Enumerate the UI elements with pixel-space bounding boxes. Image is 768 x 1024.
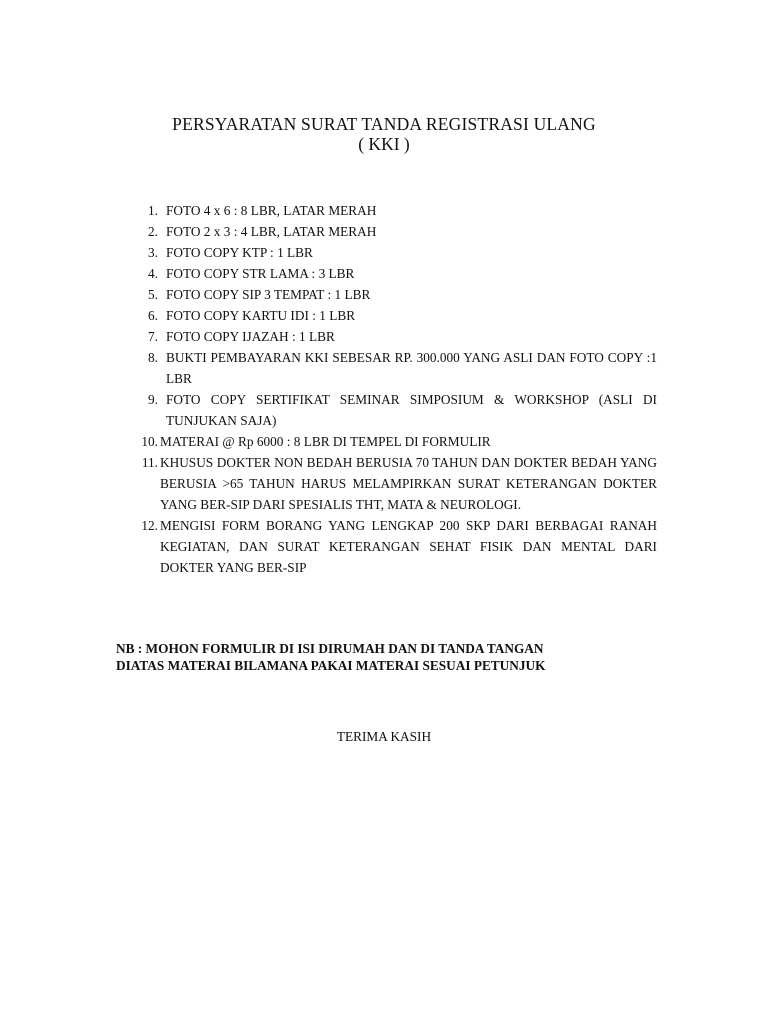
list-item-number: 1. bbox=[148, 203, 158, 218]
list-item-text: BUKTI PEMBAYARAN KKI SEBESAR RP. 300.000 YANG ASLI DAN FOTO COPY :1 LBR bbox=[166, 350, 657, 386]
list-item-text: FOTO COPY IJAZAH : 1 LBR bbox=[166, 329, 335, 344]
list-item-text: FOTO COPY KARTU IDI : 1 LBR bbox=[166, 308, 356, 323]
list-item bbox=[122, 221, 657, 242]
list-item-text: KHUSUS DOKTER NON BEDAH BERUSIA 70 TAHUN DAN DOKTER BEDAH YANG BERUSIA >65 TAHUN HARUS MELAMPIRKAN SURAT KETERANGAN DOKTER YANG BER-SIP DARI SPESIALIS THT, MATA & NEUROLOGI. bbox=[160, 455, 657, 512]
list-item-text: FOTO COPY SERTIFIKAT SEMINAR SIMPOSIUM & WORKSHOP (ASLI DI TUNJUKAN SAJA) bbox=[166, 392, 657, 428]
list-item-text: FOTO 4 x 6 : 8 LBR, LATAR MERAH bbox=[166, 203, 377, 218]
document-subtitle: ( KKI ) bbox=[358, 134, 410, 154]
list-item-number: 5. bbox=[148, 287, 158, 302]
list-item bbox=[122, 263, 657, 284]
list-item-number: 2. bbox=[148, 224, 158, 239]
list-item-number: 9. bbox=[148, 392, 158, 407]
list-item bbox=[122, 347, 657, 389]
list-item-number: 6. bbox=[148, 308, 158, 323]
nb-note-line-1: NB : MOHON FORMULIR DI ISI DIRUMAH DAN DI TANDA TANGAN bbox=[116, 641, 544, 656]
closing-text: TERIMA KASIH bbox=[336, 729, 432, 744]
list-item-number: 4. bbox=[148, 266, 158, 281]
list-item bbox=[122, 326, 657, 347]
list-item bbox=[122, 389, 657, 431]
list-item bbox=[122, 242, 657, 263]
list-item-number: 3. bbox=[148, 245, 158, 260]
list-item-number: 12. bbox=[141, 518, 158, 533]
list-item bbox=[122, 284, 657, 305]
requirements-list bbox=[122, 200, 657, 578]
list-item-text: FOTO COPY KTP : 1 LBR bbox=[166, 245, 313, 260]
list-item-text: FOTO 2 x 3 : 4 LBR, LATAR MERAH bbox=[166, 224, 377, 239]
list-item-number: 10. bbox=[141, 434, 158, 449]
list-item bbox=[122, 305, 657, 326]
list-item-text: FOTO COPY SIP 3 TEMPAT : 1 LBR bbox=[166, 287, 371, 302]
list-item bbox=[122, 431, 657, 452]
nb-note-line-2: DIATAS MATERAI BILAMANA PAKAI MATERAI SESUAI PETUNJUK bbox=[116, 658, 546, 673]
list-item-text: MENGISI FORM BORANG YANG LENGKAP 200 SKP DARI BERBAGAI RANAH KEGIATAN, DAN SURAT KETERANGAN SEHAT FISIK DAN MENTAL DARI DOKTER YANG BER-SIP bbox=[160, 518, 657, 575]
nb-note bbox=[116, 640, 636, 674]
list-item-text: MATERAI @ Rp 6000 : 8 LBR DI TEMPEL DI FORMULIR bbox=[160, 434, 491, 449]
list-item bbox=[122, 200, 657, 221]
list-item bbox=[122, 515, 657, 578]
list-item-text: FOTO COPY STR LAMA : 3 LBR bbox=[166, 266, 355, 281]
list-item-number: 8. bbox=[148, 350, 158, 365]
document-title: PERSYARATAN SURAT TANDA REGISTRASI ULANG bbox=[172, 114, 596, 134]
list-item-number: 7. bbox=[148, 329, 158, 344]
list-item-number: 11. bbox=[141, 455, 158, 470]
list-item bbox=[122, 452, 657, 515]
